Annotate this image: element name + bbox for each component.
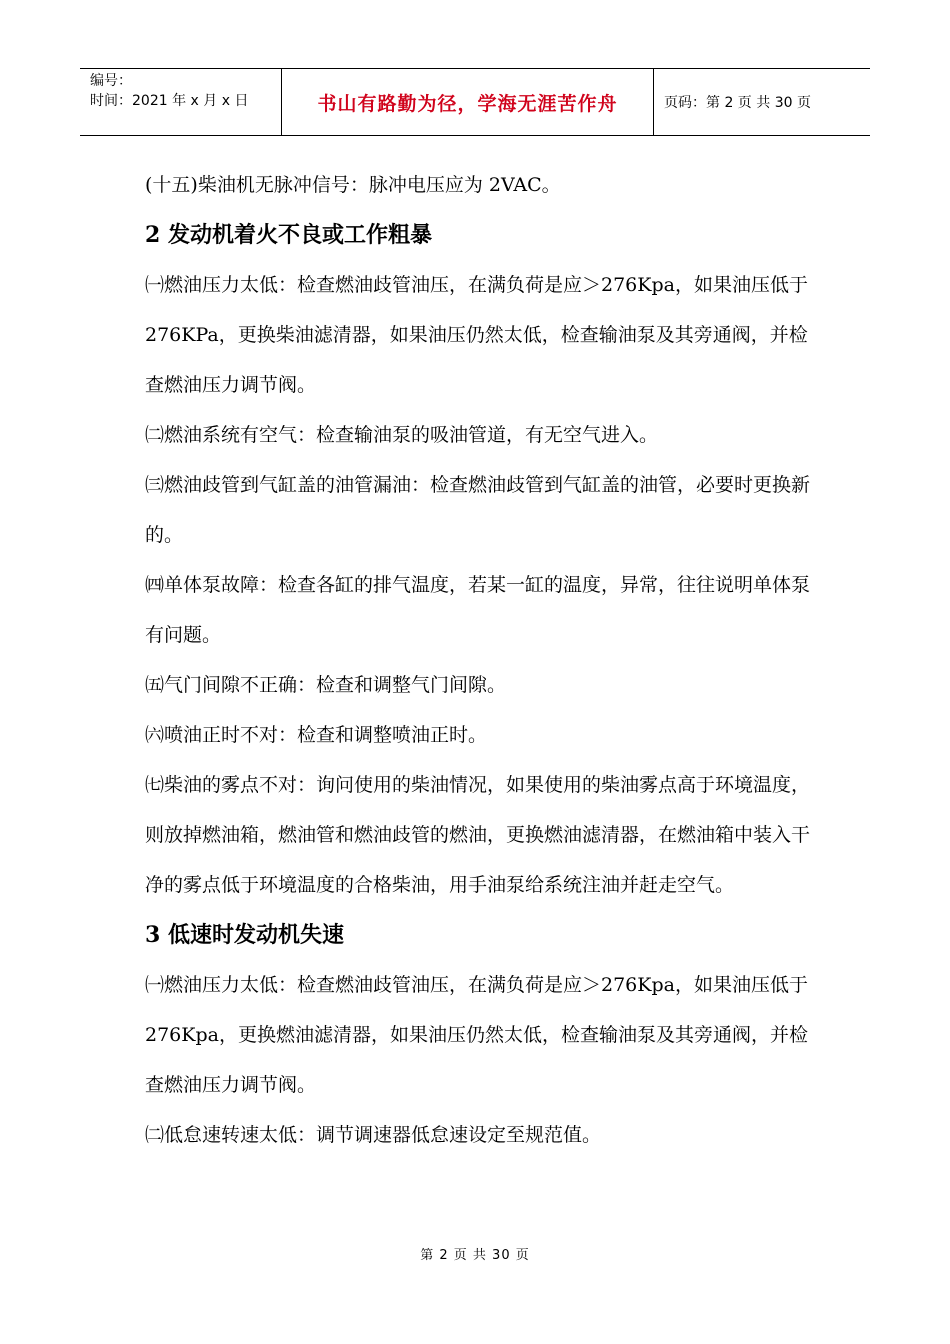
header-page-cell <box>654 69 870 135</box>
paragraph-cloud-point: ㈦柴油的雾点不对：询问使用的柴油情况，如果使用的柴油雾点高于环境温度，则放掉燃油箱，燃油管和燃油歧管的燃油，更换燃油滤清器，在燃油箱中装入干净的雾点低于环境温度的合格柴油，用手油泵给系统注油并赶走空气。 <box>145 774 811 896</box>
paragraph-fuel-leak: ㈢燃油歧管到气缸盖的油管漏油：检查燃油歧管到气缸盖的油管，必要时更换新的。 <box>145 474 811 546</box>
motto-text: 书山有路勤为径，学海无涯苦作舟 <box>317 92 618 115</box>
document-header <box>80 68 870 136</box>
paragraph-valve-clearance: ㈤气门间隙不正确：检查和调整气门间隙。 <box>145 674 507 696</box>
paragraph-pulse-signal: (十五)柴油机无脉冲信号：脉冲电压应为 2VAC。 <box>145 174 561 196</box>
section-heading-3: 3 低速时发动机失速 <box>145 922 344 948</box>
page-footer: 第 2 页 共 30 页 <box>420 1248 530 1263</box>
header-motto-cell <box>282 69 654 135</box>
paragraph-fuel-pressure-low-2: ㈠燃油压力太低：检查燃油歧管油压，在满负荷是应＞276Kpa，如果油压低于 276Kpa，更换燃油滤清器，如果油压仍然太低，检查输油泵及其旁通阀，并检查燃油压力调节阀。 <box>145 974 808 1096</box>
paragraph-air-in-fuel: ㈡燃油系统有空气：检查输油泵的吸油管道，有无空气进入。 <box>145 424 659 446</box>
header-meta-cell <box>80 69 282 135</box>
section-heading-2: 2 发动机着火不良或工作粗暴 <box>145 222 432 248</box>
document-body <box>145 160 810 1160</box>
paragraph-injection-timing: ㈥喷油正时不对：检查和调整喷油正时。 <box>145 724 488 746</box>
paragraph-fuel-pressure-low: ㈠燃油压力太低：检查燃油歧管油压，在满负荷是应＞276Kpa，如果油压低于 276KPa，更换柴油滤清器，如果油压仍然太低，检查输油泵及其旁通阀，并检查燃油压力调节阀。 <box>145 274 808 396</box>
paragraph-unit-pump-fault: ㈣单体泵故障：检查各缸的排气温度，若某一缸的温度，异常，往往说明单体泵有问题。 <box>145 574 811 646</box>
paragraph-low-idle: ㈡低怠速转速太低：调节调速器低怠速设定至规范值。 <box>145 1124 602 1146</box>
page-info: 页码：第 2 页 共 30 页 <box>664 95 811 111</box>
date-label: 时间：2021 年 x 月 x 日 <box>90 93 249 109</box>
serial-number-label: 编号： <box>90 73 132 89</box>
